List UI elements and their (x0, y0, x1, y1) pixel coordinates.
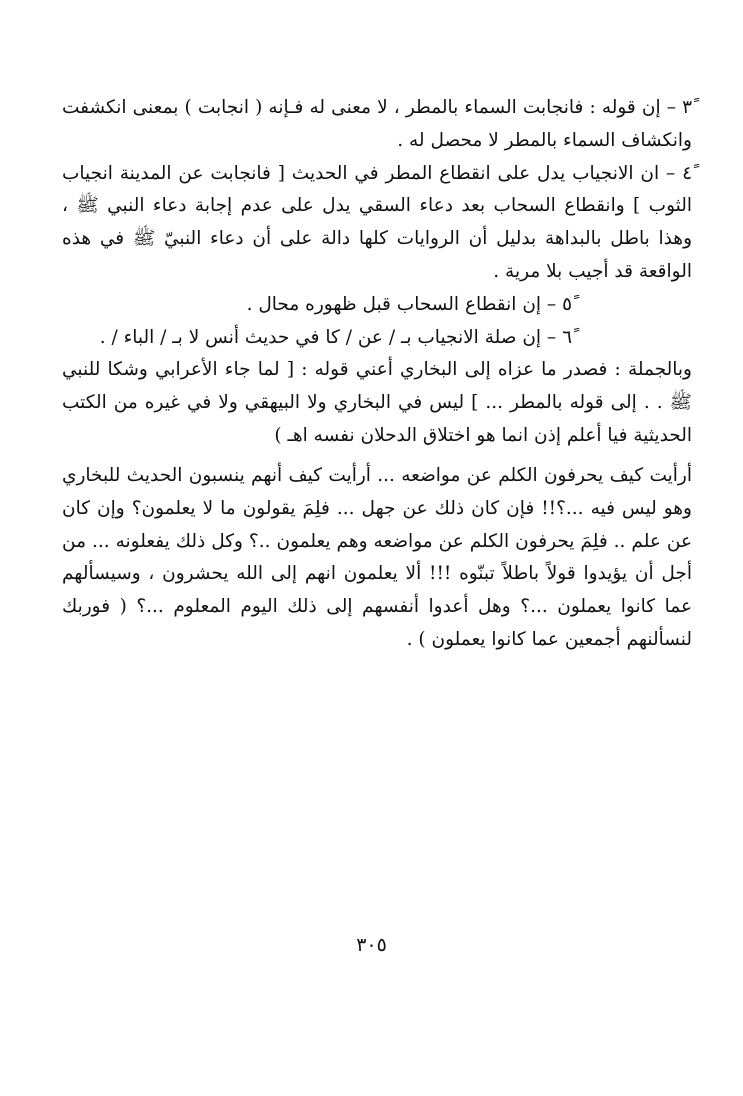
closing-paragraph: أرأيت كيف يحرفون الكلم عن مواضعه ... أرأيت كيف أنهم ينسبون الحديث للبخاري وهو ليس فيه ...؟!! فإن كان ذلك عن جهل ... فلِمَ يقولون ما لا يعلمون؟ وإن كان عن علم .. فلِمَ يحرفون الكلم عن مواضعه وهم يعلمون ..؟ وكل ذلك يفعلونه ... من أجل أن يؤيدوا قولاً باطلاً تبنّوه !!! ألا يعلمون انهم إلى الله يحشرون ، وسيسألهم عما كانوا يعملون ...؟ وهل أعدوا أنفسهم إلى ذلك اليوم المعلوم ...؟ ( فوربك لنسألنهم أجمعين عما كانوا يعملون ) . (62, 465, 692, 650)
summary-paragraph: وبالجملة : فصدر ما عزاه إلى البخاري أعني قوله : [ لما جاء الأعرابي وشكا للنبي ﷺ . . إلى قوله بالمطر ... ] ليس في البخاري ولا البيهقي ولا في غيره من الكتب الحديثية فيا أعلم إذن انما هو اختلاق الدحلان نفسه اهـ ) (62, 359, 692, 446)
point-six-paragraph: ٦ً – إن صلة الانجياب بـ / عن / كا في حديث أنس لا بـ / الباء / . (99, 326, 572, 348)
numbered-points-section (62, 92, 692, 453)
point-four-paragraph: ٤ً – ان الانجياب يدل على انقطاع المطر في الحديث [ فانجابت عن المدينة انجياب الثوب ] وانقطاع السحاب بعد دعاء السقي يدل على عدم إجابة دعاء النبي ﷺ ، وهذا باطل بالبداهة بدليل أن الروايات كلها دالة على أن دعاء النبيّ ﷺ في هذه الواقعة قد أجيب بلا مرية . (62, 162, 692, 282)
page-number: ٣٠٥ (356, 934, 387, 956)
point-three-paragraph: ٣ً – إن قوله : فانجابت السماء بالمطر ، لا معنى له فـإنه ( انجابت ) بمعنى انكشفت وانكشاف السماء بالمطر لا محصل له . (62, 97, 692, 151)
commentary-section (62, 460, 692, 657)
point-five-paragraph: ٥ً – إن انقطاع السحاب قبل ظهوره محال . (246, 293, 572, 315)
